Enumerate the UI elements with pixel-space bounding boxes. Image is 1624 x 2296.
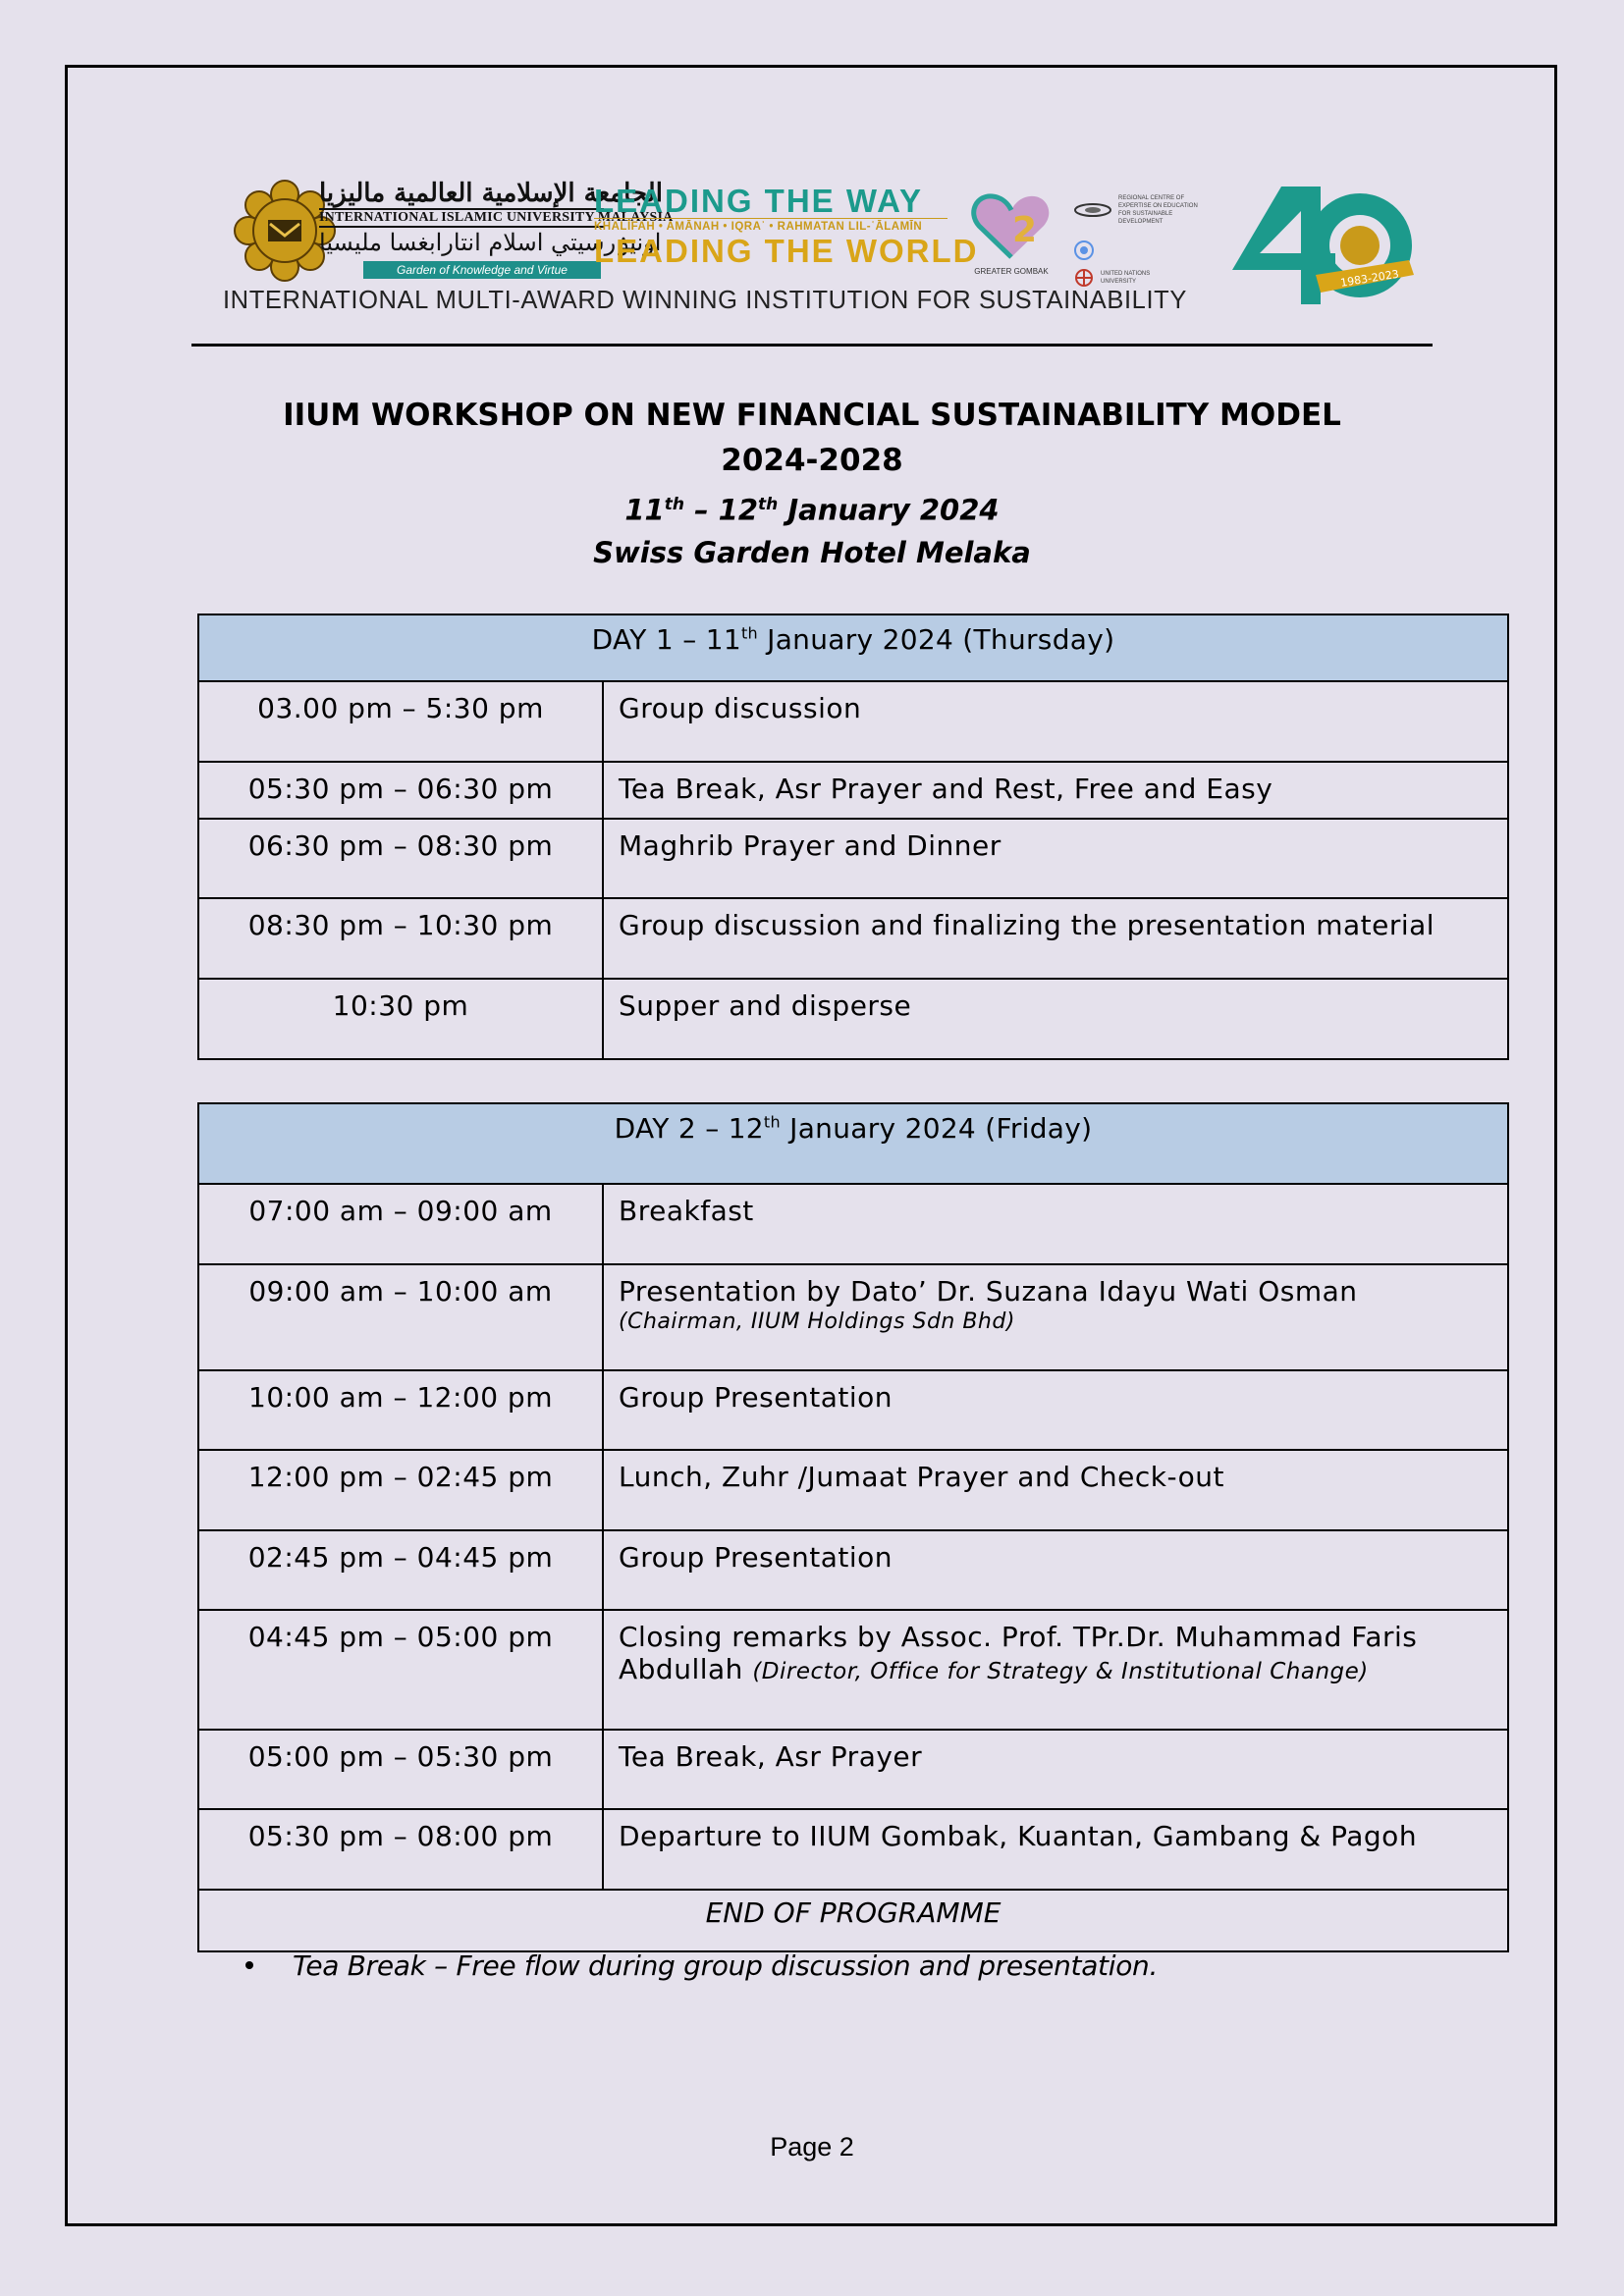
table-row [198,1730,1508,1809]
uni-arabic-name: الجامعة الإسلامية العالمية ماليزيا [319,179,663,208]
time-cell: 05:30 pm – 06:30 pm [198,762,603,819]
time-cell: 10:30 pm [198,979,603,1059]
workshop-dates [147,483,1477,532]
header-rule [191,344,1433,347]
activity-text: Presentation by Dato’ Dr. Suzana Idayu Wati Osman [619,1275,1358,1308]
uni-motto: Garden of Knowledge and Virtue [363,261,601,279]
leading-line2: LEADING THE WORLD [594,233,979,269]
activity-cell [603,1610,1508,1730]
footnote [245,1949,1158,1982]
table-row [198,979,1508,1059]
rce-logo-icon [1073,202,1112,218]
g2-heart-icon [967,187,1056,265]
day2-header [198,1103,1508,1184]
rce-unu-logos [1073,188,1201,289]
footnote-text: Tea Break – Free flow during group discussion and presentation. [293,1949,1159,1982]
date-dash: – [683,493,719,527]
day1-header-prefix: DAY 1 – 11 [591,623,741,656]
date-start-suffix: th [664,495,684,514]
table-row [198,1809,1508,1890]
activity-text: Closing remarks by Assoc. Prof. TPr.Dr. Muhammad Faris [619,1621,1418,1653]
activity-cell: Group discussion [603,681,1508,762]
iium-wordmark [319,179,674,279]
un-emblem-icon [1073,240,1095,261]
uni-jawi-name: اونيۏرسيتي اسلام انتارابغسا مليسيا [319,229,662,256]
workshop-years: 2024-2028 [721,443,903,478]
time-cell: 07:00 am – 09:00 am [198,1184,603,1264]
time-cell: 05:00 pm – 05:30 pm [198,1730,603,1809]
activity-cell: Lunch, Zuhr /Jumaat Prayer and Check-out [603,1450,1508,1530]
activity-cell: Departure to IIUM Gombak, Kuantan, Gambang & Pagoh [603,1809,1508,1890]
institution-tagline: INTERNATIONAL MULTI-AWARD WINNING INSTITUTION FOR SUSTAINABILITY [223,287,1187,314]
day2-header-prefix: DAY 2 – 12 [614,1112,764,1145]
document-title [147,393,1477,573]
time-cell: 10:00 am – 12:00 pm [198,1370,603,1450]
table-row [198,1370,1508,1450]
table-row [198,819,1508,898]
activity-cell: Group Presentation [603,1370,1508,1450]
leading-values: KHALĪFAH • AMĀNAH • IQRAʾ • RAHMATAN LIL-ʿĀLAMĪN [594,218,947,235]
rce-text: REGIONAL CENTRE OF EXPERTISE ON EDUCATION FOR SUSTAINABLE DEVELOPMENT [1118,195,1198,225]
time-cell: 04:45 pm – 05:00 pm [198,1610,603,1730]
day2-header-date: January 2024 (Friday) [780,1112,1093,1145]
activity-cell: Group discussion and finalizing the presentation material [603,898,1508,979]
table-row [198,1184,1508,1264]
day1-header-suffix: th [740,623,758,643]
activity-note: (Chairman, IIUM Holdings Sdn Bhd) [619,1309,1015,1334]
date-start-day: 11 [624,493,665,527]
workshop-venue: Swiss Garden Hotel Melaka [593,535,1031,569]
table-row [198,681,1508,762]
table-row [198,1530,1508,1610]
workshop-title: IIUM WORKSHOP ON NEW FINANCIAL SUSTAINABILITY MODEL [283,398,1341,433]
date-end-day: 12 [718,493,759,527]
activity-cell [603,1264,1508,1370]
time-cell: 02:45 pm – 04:45 pm [198,1530,603,1610]
forty-years-text: 1983-2023 [1339,267,1400,290]
time-cell: 08:30 pm – 10:30 pm [198,898,603,979]
table-row [198,1450,1508,1530]
activity-cell: Breakfast [603,1184,1508,1264]
g2-caption: GREATER GOMBAK [974,267,1049,276]
unu-logo-icon [1073,267,1095,289]
day1-header [198,614,1508,681]
table-row [198,1610,1508,1730]
bullet-icon [245,1961,253,1969]
activity-cell: Tea Break, Asr Prayer and Rest, Free and Easy [603,762,1508,819]
end-of-programme: END OF PROGRAMME [198,1890,1508,1951]
activity-text-cont: Abdullah [619,1653,753,1685]
svg-text:2: 2 [1012,210,1038,250]
time-cell: 06:30 pm – 08:30 pm [198,819,603,898]
day2-header-suffix: th [763,1112,781,1132]
unu-text: UNITED NATIONS UNIVERSITY [1101,271,1151,285]
day1-schedule-table [197,614,1509,1060]
letterhead [191,157,1434,353]
date-end-suffix: th [758,495,779,514]
activity-cell: Supper and disperse [603,979,1508,1059]
date-month-year: January 2024 [778,493,1000,527]
activity-cell: Maghrib Prayer and Dinner [603,819,1508,898]
time-cell: 03.00 pm – 5:30 pm [198,681,603,762]
day1-header-date: January 2024 (Thursday) [757,623,1115,656]
time-cell: 09:00 am – 10:00 am [198,1264,603,1370]
table-row [198,898,1508,979]
activity-cell: Tea Break, Asr Prayer [603,1730,1508,1809]
table-row [198,1264,1508,1370]
iium-40-years-logo [1222,177,1419,314]
leading-the-way-logo [594,183,979,269]
time-cell: 05:30 pm – 08:00 pm [198,1809,603,1890]
page-number: Page 2 [770,2132,854,2162]
time-cell: 12:00 pm – 02:45 pm [198,1450,603,1530]
activity-note: (Director, Office for Strategy & Institutional Change) [752,1659,1369,1684]
activity-cell: Group Presentation [603,1530,1508,1610]
day2-schedule-table [197,1102,1509,1952]
leading-line1: LEADING THE WAY [594,183,923,219]
table-row [198,762,1508,819]
greater-gombak-logo [967,187,1056,285]
uni-english-name: INTERNATIONAL ISLAMIC UNIVERSITY MALAYSIA [319,208,604,228]
